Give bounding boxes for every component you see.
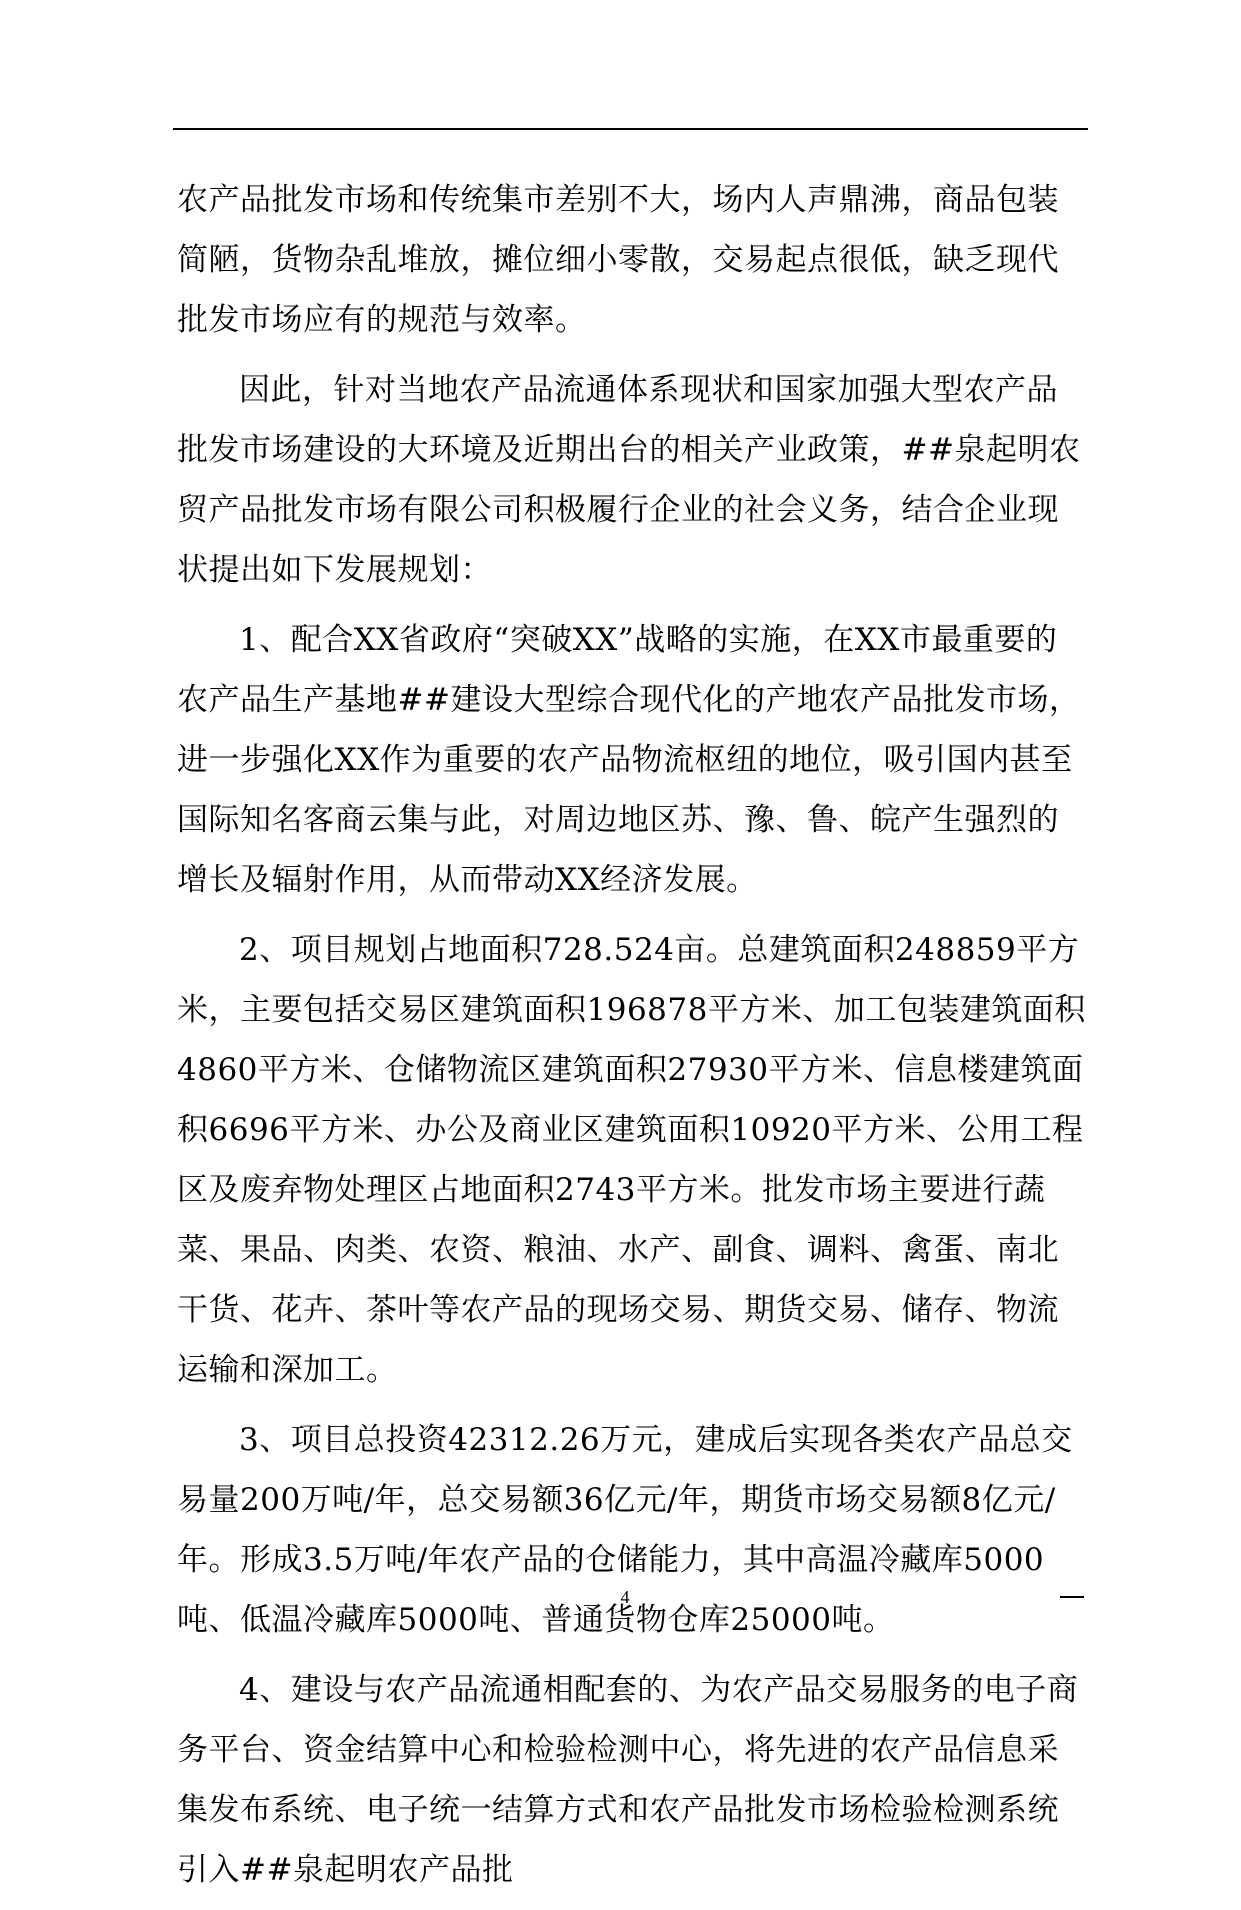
document-body (177, 170, 1087, 1910)
footer-dash (1060, 1596, 1084, 1598)
paragraph-item-2: 2、项目规划占地面积728.524亩。总建筑面积248859平方米，主要包括交易区建筑面积196878平方米、加工包装建筑面积4860平方米、仓储物流区建筑面积27930平方米、信息楼建筑面积6696平方米、办公及商业区建筑面积10920平方米、公用工程区及废弃物处理区占地面积2743平方米。批发市场主要进行蔬菜、果品、肉类、农资、粮油、水产、副食、调料、禽蛋、南北干货、花卉、茶叶等农产品的现场交易、期货交易、储存、物流运输和深加工。 (177, 932, 1086, 1388)
paragraph-item-3: 3、项目总投资42312.26万元，建成后实现各类农产品总交易量200万吨/年，总交易额36亿元/年，期货市场交易额8亿元/年。形成3.5万吨/年农产品的仓储能力，其中高温冷藏库5000吨、低温冷藏库5000吨、普通货物仓库25000吨。 (177, 1422, 1073, 1638)
paragraph-continuation: 农产品批发市场和传统集市差别不大，场内人声鼎沸，商品包装简陋，货物杂乱堆放，摊位细小零散，交易起点很低，缺乏现代批发市场应有的规范与效率。 (177, 182, 1059, 338)
header-rule (173, 128, 1088, 130)
paragraph-intro: 因此，针对当地农产品流通体系现状和国家加强大型农产品批发市场建设的大环境及近期出台的相关产业政策，##泉起明农贸产品批发市场有限公司积极履行企业的社会义务，结合企业现状提出如下发展规划： (177, 372, 1081, 588)
page-number: 4 (620, 1587, 630, 1607)
paragraph-item-4: 4、建设与农产品流通相配套的、为农产品交易服务的电子商务平台、资金结算中心和检验检测中心，将先进的农产品信息采集发布系统、电子统一结算方式和农产品批发市场检验检测系统引入##泉起明农产品批 (177, 1672, 1079, 1888)
paragraph-item-1: 1、配合XX省政府“突破XX”战略的实施，在XX市最重要的农产品生产基地##建设大型综合现代化的产地农产品批发市场，进一步强化XX作为重要的农产品物流枢纽的地位，吸引国内甚至国际知名客商云集与此，对周边地区苏、豫、鲁、皖产生强烈的增长及辐射作用，从而带动XX经济发展。 (177, 622, 1081, 898)
